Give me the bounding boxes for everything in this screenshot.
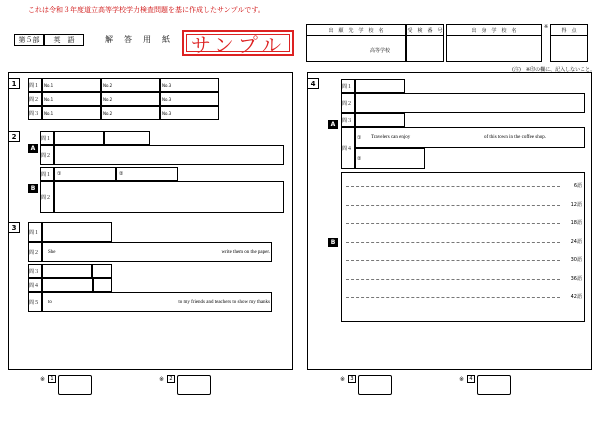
q2-b2-answer[interactable] — [54, 181, 284, 213]
q4-a-row4-label: 問４ — [342, 145, 353, 152]
q4-writing-line — [346, 223, 560, 224]
q4-writing-line — [346, 186, 560, 187]
q4-writing-line — [346, 279, 560, 280]
exam-number-label: 受 検 番 号 — [407, 27, 443, 34]
q2-b-row2-label: 問２ — [41, 194, 52, 201]
q1-item-label: No.2 — [103, 96, 113, 102]
q1-item-label: No.3 — [162, 82, 172, 88]
score-mark: ※ — [159, 375, 165, 383]
q4-word-count: 12語 — [570, 201, 582, 208]
q3-answer-box[interactable] — [42, 264, 92, 278]
title-char: 紙 — [162, 35, 170, 44]
q3-row-label: 問１ — [29, 229, 40, 236]
q3-start-text: to — [48, 299, 52, 305]
q3-answer-box[interactable] — [42, 222, 112, 242]
q1-item-label: No.3 — [162, 110, 172, 116]
q4-a-row1-label: 問１ — [342, 83, 353, 90]
q1-item-label: No.1 — [44, 110, 54, 116]
q2-b1-answer2[interactable] — [116, 167, 178, 181]
q4-word-count: 24語 — [570, 238, 582, 245]
sample-stamp-text: サンプル — [190, 32, 286, 57]
q4-writing-line — [346, 260, 560, 261]
q1-item-label: No.2 — [103, 82, 113, 88]
score-mark: ※ — [40, 375, 46, 383]
score-box — [177, 375, 211, 395]
q4-a4-sub1: ① — [357, 134, 362, 141]
q4-word-count: 6語 — [573, 183, 582, 189]
score-number: 4 — [467, 375, 475, 383]
school-name-label: 出 願 先 学 校 名 — [328, 27, 384, 34]
total-score-label: 得 点 — [561, 27, 577, 34]
q4-a4-start: Travelers can enjoy — [371, 135, 411, 140]
origin-school-label: 出 身 学 校 名 — [471, 27, 517, 34]
q4-a4-sub2: ② — [357, 155, 362, 162]
q4-a1-answer[interactable] — [355, 79, 405, 93]
q3-row-label: 問３ — [29, 268, 40, 275]
school-suffix: 高等学校 — [369, 47, 390, 54]
sample-stamp — [182, 30, 294, 56]
q2-a-row1-label: 問１ — [41, 135, 52, 142]
q3-end-text: write them on the paper. — [221, 249, 270, 255]
q3-number: 3 — [8, 222, 20, 233]
q2-b1-sub2: ② — [119, 171, 124, 177]
title-char: 解 — [105, 35, 113, 44]
subject-section: 第５部 — [14, 34, 44, 46]
q4-a-row3-label: 問３ — [342, 117, 353, 124]
score-box — [358, 375, 392, 395]
q4-word-count: 42語 — [570, 294, 582, 300]
q1-number: 1 — [8, 78, 20, 89]
q2-a1-answer2[interactable] — [104, 131, 150, 145]
q3-row-label: 問４ — [29, 282, 40, 289]
q1-item-label: No.3 — [162, 96, 172, 102]
q4-section-b: B — [328, 238, 338, 247]
q2-b1-sub1: ① — [57, 171, 62, 177]
score-number: 2 — [167, 375, 175, 383]
q3-row-label: 問２ — [29, 249, 40, 256]
q3-answer-box[interactable] — [42, 278, 112, 292]
q4-word-count: 18語 — [570, 220, 582, 226]
q3-start-text: She — [48, 249, 56, 255]
q2-a2-answer[interactable] — [54, 145, 284, 165]
q2-a-row2-label: 問２ — [41, 152, 52, 159]
q4-word-count: 30語 — [570, 257, 582, 263]
q4-number: 4 — [307, 78, 319, 89]
q3-end-text: to my friends and teachers to show my thanks — [178, 299, 270, 305]
score-box — [477, 375, 511, 395]
score-mark: ※ — [340, 375, 346, 383]
q2-number: 2 — [8, 131, 20, 142]
subject-name: 英 語 — [44, 34, 84, 46]
title-char: 答 — [124, 35, 132, 44]
q4-section-a: A — [328, 120, 338, 129]
q1-row-label: 問３ — [29, 110, 40, 117]
q4-a4-answer2[interactable] — [355, 148, 425, 169]
q4-writing-line — [346, 205, 560, 206]
score-box — [58, 375, 92, 395]
q4-a-row2-label: 問２ — [342, 100, 353, 107]
q1-item-label: No.2 — [103, 110, 113, 116]
q2-a1-answer[interactable] — [54, 131, 104, 145]
q2-b1-answer1[interactable] — [54, 167, 116, 181]
q4-a2-answer[interactable] — [355, 93, 585, 113]
score-mark: ※ — [544, 24, 549, 30]
title-char: 用 — [143, 35, 151, 44]
q4-word-count: 36語 — [570, 275, 582, 282]
q4-a3-answer[interactable] — [355, 113, 405, 127]
q1-item-label: No.1 — [44, 82, 54, 88]
q1-row-label: 問２ — [29, 96, 40, 103]
score-number: 3 — [348, 375, 356, 383]
q4-writing-line — [346, 242, 560, 243]
q2-b-row1-label: 問１ — [41, 171, 52, 178]
score-number: 1 — [48, 375, 56, 383]
q4-b-essay-box[interactable] — [341, 172, 585, 322]
q1-row-label: 問１ — [29, 82, 40, 89]
q2-section-a: A — [28, 144, 38, 153]
q1-item-label: No.1 — [44, 96, 54, 102]
note: (注) ※印の欄に、記入しないこと。 — [512, 67, 596, 73]
q2-section-b: B — [28, 184, 38, 193]
q4-a4-end: of this town in the coffee shop. — [484, 135, 546, 140]
q4-writing-line — [346, 297, 560, 298]
sample-notice: これは令和３年度道立高等学校学力検査問題を基に作成したサンプルです。 — [28, 6, 265, 14]
score-mark: ※ — [459, 375, 465, 383]
q3-row-label: 問５ — [29, 299, 40, 306]
